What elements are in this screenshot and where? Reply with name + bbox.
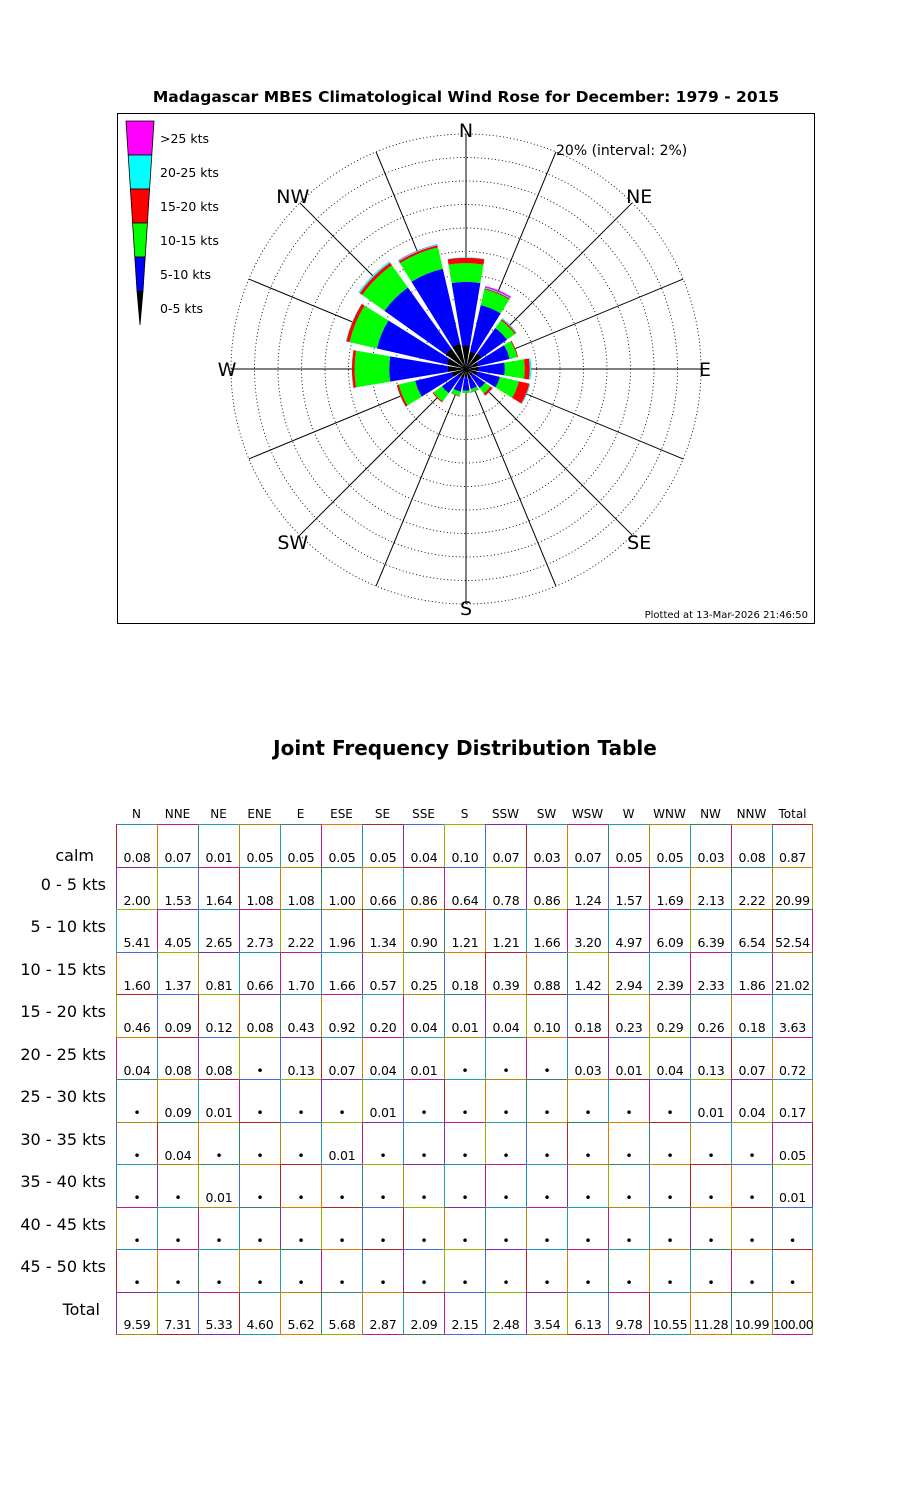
table-cell: 0.12	[198, 994, 239, 1038]
table-cell: 0.13	[690, 1037, 731, 1081]
table-cell: 0.25	[403, 952, 444, 996]
table-cell: 6.13	[567, 1292, 608, 1336]
table-cell: 1.57	[608, 867, 649, 911]
table-cell: 20.99	[772, 867, 813, 911]
table-cell: 1.64	[198, 867, 239, 911]
table-cell: 0.07	[321, 1037, 362, 1081]
table-cell: 2.09	[403, 1292, 444, 1336]
table-cell: 5.41	[116, 909, 157, 953]
table-cell: 0.03	[690, 824, 731, 868]
table-cell: •	[403, 1164, 444, 1208]
table-cell: 0.08	[157, 1037, 198, 1081]
table-cell: •	[526, 1079, 567, 1123]
wedge-E-10-15-kts	[504, 359, 525, 378]
table-cell: 0.29	[649, 994, 690, 1038]
table-cell: •	[526, 1037, 567, 1081]
table-cell: 9.59	[116, 1292, 157, 1336]
table-cell: •	[690, 1164, 731, 1208]
table-cell: 0.01	[403, 1037, 444, 1081]
table-cell: •	[608, 1164, 649, 1208]
table-cell: •	[280, 1207, 321, 1251]
table-cell: 0.05	[608, 824, 649, 868]
table-cell: 9.78	[608, 1292, 649, 1336]
table-cell: •	[362, 1249, 403, 1293]
table-cell: •	[526, 1122, 567, 1166]
wedge-N-10-15-kts	[449, 263, 484, 283]
table-cell: 0.04	[157, 1122, 198, 1166]
table-cell: •	[116, 1079, 157, 1123]
table-cell: •	[198, 1122, 239, 1166]
column-header-wsw: WSW	[571, 807, 604, 821]
column-header-se: SE	[374, 807, 391, 821]
wedge-S-10-15-kts	[462, 390, 470, 392]
table-cell: 52.54	[772, 909, 813, 953]
table-cell: •	[567, 1164, 608, 1208]
table-cell: •	[321, 1079, 362, 1123]
table-cell: •	[526, 1164, 567, 1208]
table-cell: 0.01	[198, 1164, 239, 1208]
column-header-e: E	[296, 807, 305, 821]
table-cell: 0.07	[485, 824, 526, 868]
table-cell: •	[198, 1249, 239, 1293]
table-cell: 1.00	[321, 867, 362, 911]
table-cell: •	[116, 1207, 157, 1251]
column-header-sw: SW	[536, 807, 557, 821]
table-cell: 0.07	[157, 824, 198, 868]
table-cell: 0.01	[198, 824, 239, 868]
table-cell: •	[608, 1249, 649, 1293]
table-cell: 0.05	[239, 824, 280, 868]
ring-scale-label: 20% (interval: 2%)	[556, 143, 688, 159]
table-cell: •	[731, 1164, 772, 1208]
legend-label-20-25-kts: 20-25 kts	[160, 165, 219, 180]
table-cell: 0.13	[280, 1037, 321, 1081]
table-cell: 0.57	[362, 952, 403, 996]
column-header-nne: NNE	[164, 807, 191, 821]
table-cell: 0.04	[362, 1037, 403, 1081]
table-cell: •	[690, 1207, 731, 1251]
table-cell: 2.00	[116, 867, 157, 911]
legend-swatch-20-25-kts	[128, 155, 152, 189]
table-cell: 1.70	[280, 952, 321, 996]
compass-label-E: E	[698, 359, 712, 381]
compass-label-NE: NE	[626, 185, 653, 208]
table-cell: 0.66	[362, 867, 403, 911]
column-header-w: W	[622, 807, 635, 821]
table-cell: 0.17	[772, 1079, 813, 1123]
row-label: Total	[62, 1299, 100, 1319]
table-cell: 0.04	[403, 824, 444, 868]
joint-frequency-table	[0, 800, 900, 1360]
row-label: 45 - 50 kts	[20, 1257, 106, 1276]
table-cell: 0.10	[444, 824, 485, 868]
table-cell: 1.42	[567, 952, 608, 996]
table-cell: 0.10	[526, 994, 567, 1038]
table-cell: 0.18	[444, 952, 485, 996]
column-header-nnw: NNW	[736, 807, 767, 821]
legend-label-0-5-kts: 0-5 kts	[160, 301, 204, 316]
table-cell: •	[403, 1122, 444, 1166]
row-label: calm	[55, 846, 94, 865]
table-cell: •	[608, 1207, 649, 1251]
table-cell: •	[280, 1164, 321, 1208]
table-cell: 0.01	[444, 994, 485, 1038]
table-cell: 0.07	[731, 1037, 772, 1081]
row-label: 35 - 40 kts	[20, 1172, 106, 1191]
table-cell: 2.48	[485, 1292, 526, 1336]
table-cell: 0.05	[362, 824, 403, 868]
table-cell: •	[485, 1122, 526, 1166]
table-cell: •	[362, 1207, 403, 1251]
table-cell: 0.01	[608, 1037, 649, 1081]
row-label: 20 - 25 kts	[20, 1044, 106, 1064]
table-cell: •	[157, 1164, 198, 1208]
row-label: 40 - 45 kts	[20, 1214, 106, 1234]
table-cell: •	[280, 1249, 321, 1293]
table-cell: 11.28	[690, 1292, 731, 1336]
table-cell: •	[280, 1079, 321, 1123]
table-cell: •	[444, 1079, 485, 1123]
table-cell: 0.08	[198, 1037, 239, 1081]
table-cell: 0.87	[772, 824, 813, 868]
table-cell: 0.46	[116, 994, 157, 1038]
table-cell: 6.54	[731, 909, 772, 953]
table-cell: •	[772, 1249, 813, 1293]
table-cell: •	[239, 1122, 280, 1166]
spoke-SSE	[466, 369, 556, 586]
table-cell: 0.09	[157, 994, 198, 1038]
table-cell: 10.55	[649, 1292, 690, 1336]
table-cell: 1.86	[731, 952, 772, 996]
column-header-sse: SSE	[412, 807, 435, 821]
table-cell: 0.07	[567, 824, 608, 868]
table-cell: 3.54	[526, 1292, 567, 1336]
column-header-ene: ENE	[247, 807, 272, 821]
table-cell: 4.97	[608, 909, 649, 953]
table-cell: 1.21	[444, 909, 485, 953]
table-cell: 0.43	[280, 994, 321, 1038]
table-cell: 4.60	[239, 1292, 280, 1336]
table-cell: •	[403, 1249, 444, 1293]
table-cell: 0.05	[280, 824, 321, 868]
table-cell: 0.03	[526, 824, 567, 868]
table-cell: 6.39	[690, 909, 731, 953]
table-cell: 0.26	[690, 994, 731, 1038]
table-cell: 0.20	[362, 994, 403, 1038]
compass-label-W: W	[217, 359, 237, 381]
legend-swatch--25-kts	[126, 121, 154, 155]
table-cell: 0.72	[772, 1037, 813, 1081]
table-cell: 2.65	[198, 909, 239, 953]
table-cell: 0.01	[198, 1079, 239, 1123]
table-cell: 0.86	[403, 867, 444, 911]
table-cell: •	[731, 1122, 772, 1166]
legend-swatch-15-20-kts	[130, 189, 149, 223]
table-cell: •	[321, 1207, 362, 1251]
row-label: 5 - 10 kts	[30, 917, 106, 936]
table-cell: 0.08	[116, 824, 157, 868]
table-cell: •	[485, 1207, 526, 1251]
table-cell: 0.18	[731, 994, 772, 1038]
table-cell: 1.66	[321, 952, 362, 996]
wedge-W-10-15-kts	[355, 351, 391, 388]
table-cell: 0.66	[239, 952, 280, 996]
table-cell: •	[649, 1122, 690, 1166]
table-cell: 0.86	[526, 867, 567, 911]
table-cell: •	[362, 1122, 403, 1166]
compass-label-SE: SE	[627, 532, 652, 555]
table-cell: •	[567, 1122, 608, 1166]
column-header-wnw: WNW	[653, 807, 686, 821]
table-cell: 1.66	[526, 909, 567, 953]
table-cell: 0.78	[485, 867, 526, 911]
table-cell: 0.18	[567, 994, 608, 1038]
table-cell: 2.13	[690, 867, 731, 911]
table-cell: •	[567, 1249, 608, 1293]
table-cell: 0.39	[485, 952, 526, 996]
table-cell: •	[239, 1164, 280, 1208]
table-cell: 1.53	[157, 867, 198, 911]
table-cell: 10.99	[731, 1292, 772, 1336]
table-cell: 1.60	[116, 952, 157, 996]
table-cell: •	[731, 1207, 772, 1251]
table-cell: •	[444, 1122, 485, 1166]
table-cell: •	[444, 1037, 485, 1081]
column-header-n: N	[132, 807, 141, 821]
compass-label-S: S	[459, 598, 473, 620]
table-cell: •	[239, 1249, 280, 1293]
table-cell: 1.08	[280, 867, 321, 911]
table-cell: •	[239, 1207, 280, 1251]
table-cell: 1.37	[157, 952, 198, 996]
table-cell: 5.68	[321, 1292, 362, 1336]
table-cell: 2.33	[690, 952, 731, 996]
table-cell: •	[690, 1249, 731, 1293]
table-cell: •	[157, 1249, 198, 1293]
table-cell: •	[321, 1249, 362, 1293]
table-cell: •	[649, 1249, 690, 1293]
table-cell: 0.05	[772, 1122, 813, 1166]
table-cell: •	[485, 1037, 526, 1081]
compass-label-NW: NW	[276, 185, 310, 208]
table-cell: •	[649, 1207, 690, 1251]
wind-rose-svg	[118, 114, 815, 624]
table-cell: •	[485, 1079, 526, 1123]
table-cell: 3.63	[772, 994, 813, 1038]
table-cell: •	[731, 1249, 772, 1293]
table-cell: •	[649, 1164, 690, 1208]
column-header-nw: NW	[700, 807, 721, 821]
row-label: 30 - 35 kts	[20, 1129, 106, 1149]
table-cell: 2.94	[608, 952, 649, 996]
table-cell: 6.09	[649, 909, 690, 953]
table-cell: 0.04	[116, 1037, 157, 1081]
table-cell: •	[198, 1207, 239, 1251]
legend-label-10-15-kts: 10-15 kts	[160, 233, 219, 248]
table-cell: •	[444, 1207, 485, 1251]
table-cell: 0.04	[731, 1079, 772, 1123]
table-cell: •	[362, 1164, 403, 1208]
legend-swatch-0-5-kts	[137, 291, 143, 325]
table-cell: 2.73	[239, 909, 280, 953]
table-cell: 5.33	[198, 1292, 239, 1336]
table-cell: 100.00	[772, 1292, 813, 1336]
table-cell: 0.08	[239, 994, 280, 1038]
table-cell: •	[116, 1122, 157, 1166]
table-cell: •	[116, 1249, 157, 1293]
legend-label-15-20-kts: 15-20 kts	[160, 199, 219, 214]
table-cell: •	[772, 1207, 813, 1251]
table-cell: 7.31	[157, 1292, 198, 1336]
table-cell: 1.08	[239, 867, 280, 911]
table-cell: 1.69	[649, 867, 690, 911]
table-cell: •	[526, 1249, 567, 1293]
table-cell: •	[690, 1122, 731, 1166]
legend-label--25-kts: >25 kts	[160, 131, 210, 146]
table-cell: 0.01	[362, 1079, 403, 1123]
table-cell: 0.08	[731, 824, 772, 868]
table-cell: •	[608, 1122, 649, 1166]
row-label: 15 - 20 kts	[20, 1002, 106, 1021]
column-header-ssw: SSW	[491, 807, 520, 821]
table-cell: •	[608, 1079, 649, 1123]
table-cell: 0.01	[690, 1079, 731, 1123]
column-header-total: Total	[778, 807, 807, 821]
table-cell: •	[116, 1164, 157, 1208]
table-cell: 0.04	[403, 994, 444, 1038]
table-cell: •	[321, 1164, 362, 1208]
table-cell: 0.01	[321, 1122, 362, 1166]
table-cell: 0.23	[608, 994, 649, 1038]
table-cell: •	[567, 1079, 608, 1123]
table-cell: 21.02	[772, 952, 813, 996]
spoke-SE	[466, 369, 632, 535]
plotted-at-timestamp: Plotted at 13-Mar-2026 21:46:50	[644, 610, 808, 621]
table-cell: 5.62	[280, 1292, 321, 1336]
table-cell: •	[157, 1207, 198, 1251]
table-cell: 0.04	[485, 994, 526, 1038]
table-cell: •	[444, 1249, 485, 1293]
table-cell: 2.22	[280, 909, 321, 953]
table-cell: 1.96	[321, 909, 362, 953]
table-cell: 2.87	[362, 1292, 403, 1336]
table-cell: 2.22	[731, 867, 772, 911]
table-cell: 1.21	[485, 909, 526, 953]
table-title: Joint Frequency Distribution Table	[273, 736, 657, 760]
column-header-ne: NE	[210, 807, 227, 821]
column-header-ese: ESE	[330, 807, 353, 821]
table-cell: •	[526, 1207, 567, 1251]
table-cell: 4.05	[157, 909, 198, 953]
table-cell: 1.24	[567, 867, 608, 911]
table-cell: •	[649, 1079, 690, 1123]
compass-label-SW: SW	[277, 532, 309, 555]
table-cell: 2.39	[649, 952, 690, 996]
table-cell: 0.01	[772, 1164, 813, 1208]
table-cell: 0.81	[198, 952, 239, 996]
spoke-SSW	[376, 369, 466, 586]
table-cell: 3.20	[567, 909, 608, 953]
wedge-E-15-20-kts	[524, 358, 530, 379]
table-cell: 0.04	[649, 1037, 690, 1081]
table-cell: •	[444, 1164, 485, 1208]
wind-rose-plot	[117, 113, 815, 624]
table-cell: •	[403, 1207, 444, 1251]
column-header-s: S	[460, 807, 469, 821]
legend-swatch-5-10-kts	[135, 257, 145, 291]
table-cell: 0.03	[567, 1037, 608, 1081]
table-cell: 0.92	[321, 994, 362, 1038]
table-cell: •	[239, 1037, 280, 1081]
table-cell: 0.64	[444, 867, 485, 911]
row-label: 25 - 30 kts	[20, 1087, 106, 1106]
table-cell: •	[239, 1079, 280, 1123]
table-cell: 0.88	[526, 952, 567, 996]
table-cell: 0.05	[649, 824, 690, 868]
legend-label-5-10-kts: 5-10 kts	[160, 267, 211, 282]
wind-rose-title: Madagascar MBES Climatological Wind Rose for December: 1979 - 2015	[152, 88, 780, 106]
table-cell: •	[485, 1164, 526, 1208]
table-cell: 0.09	[157, 1079, 198, 1123]
table-cell: 0.05	[321, 824, 362, 868]
row-label: 0 - 5 kts	[40, 874, 106, 894]
table-cell: •	[280, 1122, 321, 1166]
table-cell: •	[567, 1207, 608, 1251]
table-cell: 2.15	[444, 1292, 485, 1336]
compass-label-N: N	[458, 120, 474, 142]
table-cell: 1.34	[362, 909, 403, 953]
table-cell: •	[403, 1079, 444, 1123]
row-label: 10 - 15 kts	[20, 959, 106, 979]
table-cell: •	[485, 1249, 526, 1293]
legend-swatch-10-15-kts	[133, 223, 148, 257]
table-cell: 0.90	[403, 909, 444, 953]
